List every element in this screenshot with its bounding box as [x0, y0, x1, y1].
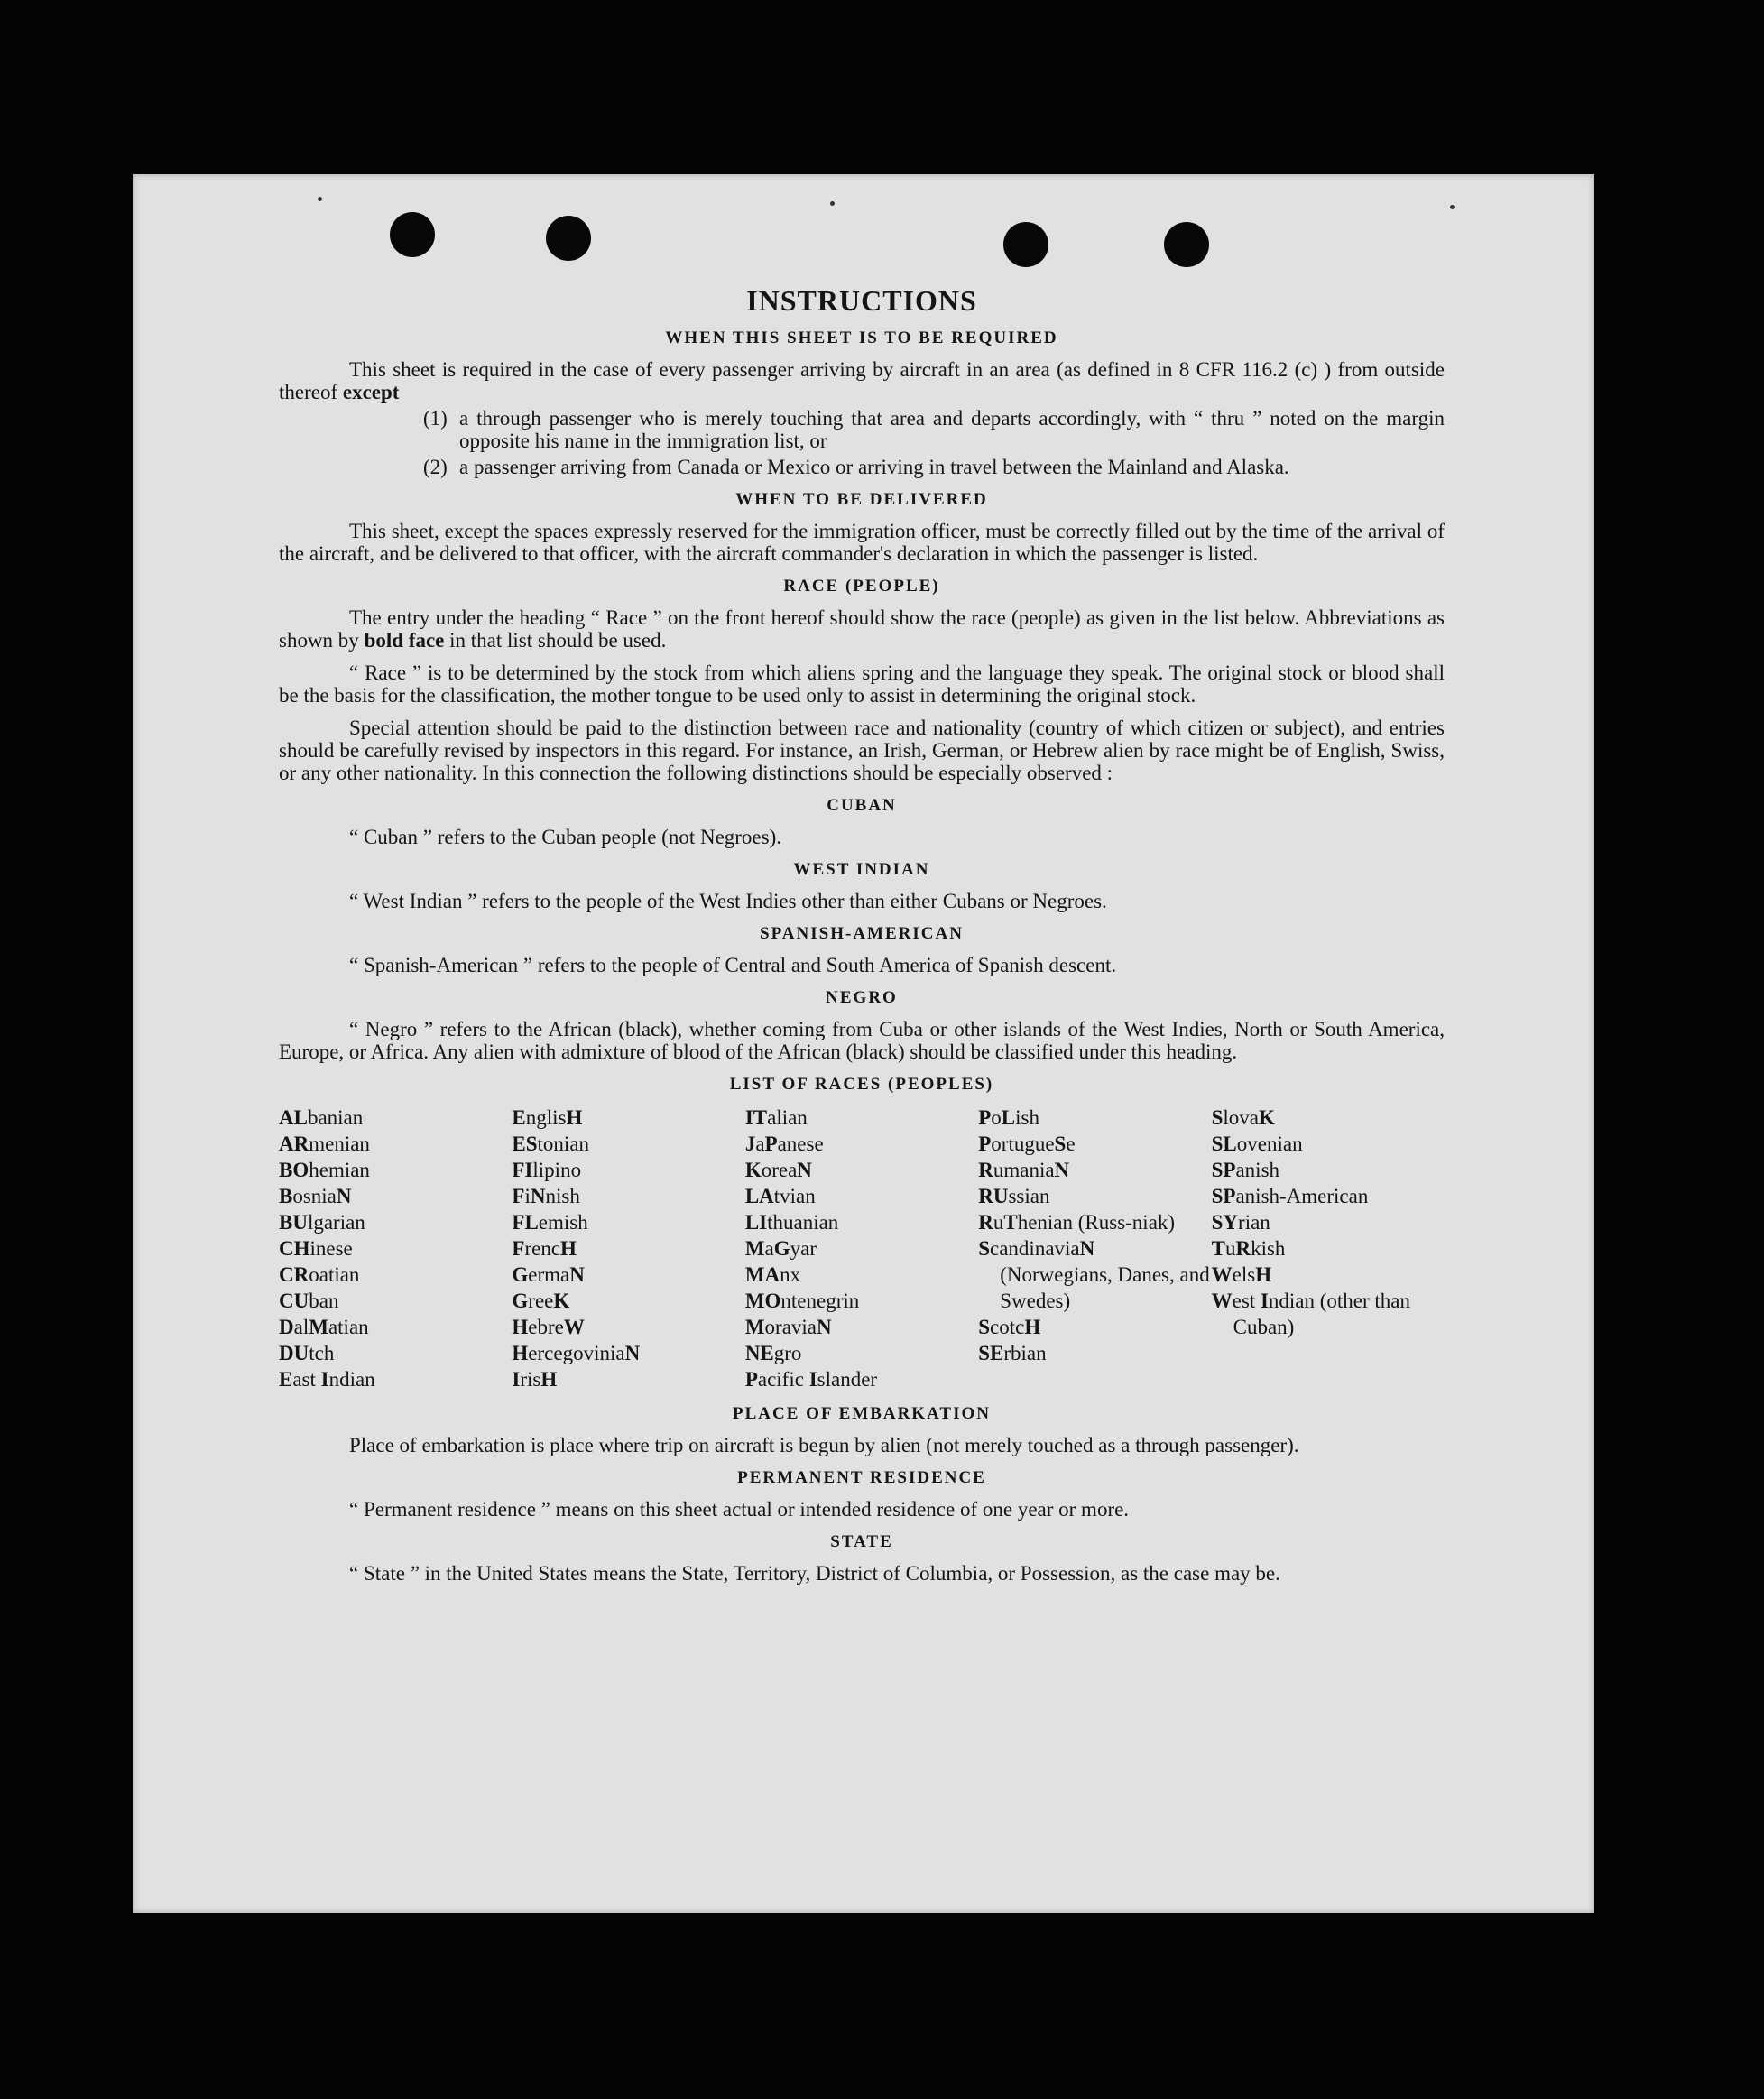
speck [318, 197, 322, 201]
race-entry: West Indian (other than Cuban) [1211, 1290, 1411, 1338]
document-sheet [133, 174, 1594, 1913]
section-heading: NEGRO [826, 988, 898, 1007]
race-entry: GermaN [512, 1263, 585, 1286]
race-entry: GreeK [512, 1290, 570, 1312]
race-entry: LAtvian [744, 1185, 816, 1207]
paragraph: Place of embarkation is place where trip on aircraft is begun by alien (not merely touched as a through passenger). [349, 1434, 1299, 1456]
race-entry: CRoatian [279, 1263, 360, 1286]
list-item: (1) a through passenger who is merely touching that area and departs accordingly, with “ thru ” noted on the margin opposite his name in the immigration list, or [423, 407, 1445, 452]
race-entry: ALbanian [279, 1106, 364, 1129]
race-entry: ARmenian [279, 1133, 370, 1155]
race-entry: JaPanese [744, 1133, 824, 1155]
race-entry: RumaniaN [978, 1159, 1070, 1181]
race-entry: HercegoviniaN [512, 1342, 641, 1364]
race-entry: MoraviaN [744, 1316, 832, 1338]
race-entry: IrisH [512, 1368, 558, 1391]
section-heading: WHEN THIS SHEET IS TO BE REQUIRED [665, 328, 1058, 347]
race-entry: NEgro [744, 1342, 802, 1364]
race-entry: FIlipino [512, 1159, 582, 1181]
paragraph: The entry under the heading “ Race ” on the front hereof should show the race (people) as given in the list below. Abbreviations as shown by bold face in that list should be used. [279, 606, 1445, 652]
race-entry: CUban [279, 1290, 339, 1312]
race-entry: BosniaN [279, 1185, 352, 1207]
section-heading: LIST OF RACES (PEOPLES) [729, 1075, 994, 1094]
race-entry: SErbian [978, 1342, 1047, 1364]
race-entry: KoreaN [744, 1159, 812, 1181]
races-column [978, 1105, 1211, 1392]
race-entry: Pacific Islander [744, 1368, 878, 1391]
instructions-content [279, 284, 1445, 1585]
race-entry: EnglisH [512, 1106, 583, 1129]
race-entry: ScandinaviaN (Norwegians, Danes, and Swedes) [978, 1237, 1210, 1312]
race-entry: RUssian [978, 1185, 1050, 1207]
punch-hole [390, 212, 435, 257]
paragraph: “ Negro ” refers to the African (black), whether coming from Cuba or other islands of the West Indies, North or South America, Europe, or Africa. Any alien with admixture of blood of the African (black) should be classified under this heading. [279, 1018, 1445, 1063]
section-heading: CUBAN [827, 796, 897, 815]
paragraph: This sheet, except the spaces expressly reserved for the immigration officer, must be correctly filled out by the time of the arrival of the aircraft, and be delivered to that officer, with the aircraft commander's declaration in which the passenger is listed. [279, 520, 1445, 565]
race-entry: FLemish [512, 1211, 588, 1234]
race-entry: SYrian [1211, 1211, 1270, 1234]
race-entry: MaGyar [744, 1237, 817, 1260]
section-heading: WHEN TO BE DELIVERED [735, 490, 988, 509]
race-entry: East Indian [279, 1368, 375, 1391]
race-entry: PortugueSe [978, 1133, 1076, 1155]
race-entry: DUtch [279, 1342, 335, 1364]
section-heading: WEST INDIAN [793, 860, 930, 879]
punch-hole [1164, 222, 1209, 267]
paragraph: “ West Indian ” refers to the people of the West Indies other than either Cubans or Negroes. [349, 890, 1107, 912]
race-entry: TuRkish [1211, 1237, 1286, 1260]
punch-hole [546, 216, 591, 261]
race-entry: EStonian [512, 1133, 590, 1155]
page-title: INSTRUCTIONS [746, 284, 977, 317]
section-heading: PERMANENT RESIDENCE [737, 1468, 986, 1487]
punch-hole [1003, 222, 1048, 267]
races-column [1212, 1105, 1445, 1392]
races-column [279, 1105, 512, 1392]
race-entry: DalMatian [279, 1316, 369, 1338]
races-list [279, 1105, 1445, 1392]
races-column [745, 1105, 978, 1392]
paragraph: “ State ” in the United States means the State, Territory, District of Columbia, or Possession, as the case may be. [349, 1562, 1280, 1585]
race-entry: CHinese [279, 1237, 353, 1260]
section-heading: PLACE OF EMBARKATION [733, 1404, 991, 1423]
list-item: (2) a passenger arriving from Canada or Mexico or arriving in travel between the Mainland and Alaska. [423, 456, 1289, 478]
section-heading: RACE (PEOPLE) [783, 577, 940, 596]
race-entry: PoLish [978, 1106, 1039, 1129]
paragraph: “ Permanent residence ” means on this sheet actual or intended residence of one year or more. [349, 1498, 1130, 1521]
race-entry: HebreW [512, 1316, 585, 1338]
paragraph: “ Cuban ” refers to the Cuban people (not Negroes). [349, 826, 782, 848]
race-entry: MOntenegrin [744, 1290, 860, 1312]
race-entry: FrencH [512, 1237, 577, 1260]
race-entry: SLovenian [1211, 1133, 1303, 1155]
speck [830, 201, 835, 206]
race-entry: WelsH [1211, 1263, 1272, 1286]
paragraph: “ Spanish-American ” refers to the people of Central and South America of Spanish descent. [349, 954, 1117, 976]
races-column [512, 1105, 744, 1392]
race-entry: BOhemian [279, 1159, 370, 1181]
race-entry: ITalian [744, 1106, 808, 1129]
paragraph: Special attention should be paid to the distinction between race and nationality (country of which citizen or subject), and entries should be carefully revised by inspectors in this regard. For instance, an Irish, German, or Hebrew alien by race might be of English, Swiss, or any other nationality. In this connection the following distinctions should be especially observed : [279, 717, 1445, 784]
speck [1450, 205, 1455, 209]
race-entry: FiNnish [512, 1185, 580, 1207]
section-heading: SPANISH-AMERICAN [760, 924, 964, 943]
race-entry: LIthuanian [744, 1211, 839, 1234]
race-entry: ScotcH [978, 1316, 1041, 1338]
paragraph: “ Race ” is to be determined by the stock from which aliens spring and the language they speak. The original stock or blood shall be the basis for the classification, the mother tongue to be used only to assist in determining the original stock. [279, 661, 1445, 707]
race-entry: SPanish-American [1211, 1185, 1369, 1207]
race-entry: SlovaK [1211, 1106, 1275, 1129]
race-entry: SPanish [1211, 1159, 1280, 1181]
section-heading: STATE [830, 1532, 893, 1551]
paragraph: This sheet is required in the case of every passenger arriving by aircraft in an area (as defined in 8 CFR 116.2 (c) ) from outside thereof except [279, 358, 1445, 403]
race-entry: RuThenian (Russ-niak) [978, 1211, 1176, 1234]
race-entry: BUlgarian [279, 1211, 365, 1234]
race-entry: MAnx [744, 1263, 801, 1286]
